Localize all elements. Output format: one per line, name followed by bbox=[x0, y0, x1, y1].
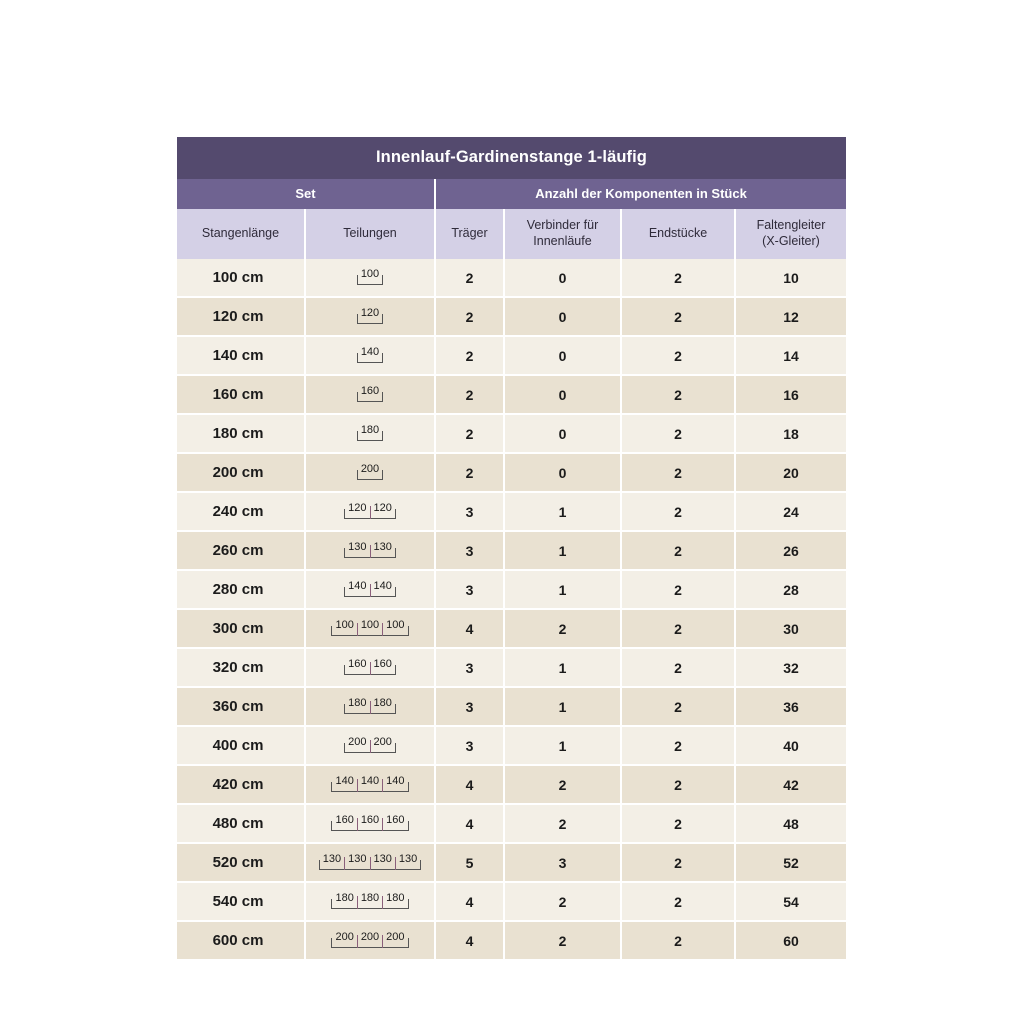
cell-verbinder: 1 bbox=[504, 648, 621, 687]
segment-span bbox=[358, 345, 382, 366]
segment-diagram bbox=[357, 383, 383, 405]
cell-endstuecke: 2 bbox=[621, 765, 735, 804]
cell-traeger: 3 bbox=[435, 726, 504, 765]
segment-label: 200 bbox=[360, 462, 380, 475]
segment-diagram bbox=[344, 500, 396, 522]
cell-faltengleiter: 18 bbox=[735, 414, 846, 453]
table-row bbox=[177, 297, 846, 336]
cell-faltengleiter: 48 bbox=[735, 804, 846, 843]
cell-endstuecke: 2 bbox=[621, 843, 735, 882]
cell-teilungen bbox=[305, 453, 435, 492]
segment-label: 120 bbox=[373, 501, 392, 514]
cell-faltengleiter: 16 bbox=[735, 375, 846, 414]
segment-label: 100 bbox=[360, 267, 380, 280]
cell-verbinder: 1 bbox=[504, 570, 621, 609]
segment-diagram bbox=[357, 461, 383, 483]
segment-label: 200 bbox=[386, 930, 405, 943]
segment-span bbox=[320, 852, 344, 873]
table-row bbox=[177, 531, 846, 570]
cell-stangenlaenge: 180 cm bbox=[177, 414, 305, 453]
cell-stangenlaenge: 100 cm bbox=[177, 259, 305, 297]
column-header-traeger-line1: Träger bbox=[451, 225, 488, 240]
segment-span bbox=[332, 891, 356, 912]
cell-faltengleiter: 60 bbox=[735, 921, 846, 960]
cell-verbinder: 3 bbox=[504, 843, 621, 882]
segment-span bbox=[345, 579, 369, 600]
table-row bbox=[177, 570, 846, 609]
cell-traeger: 2 bbox=[435, 414, 504, 453]
cell-endstuecke: 2 bbox=[621, 804, 735, 843]
segment-label: 180 bbox=[348, 696, 367, 709]
cell-endstuecke: 2 bbox=[621, 726, 735, 765]
segment-span bbox=[383, 774, 407, 795]
segment-label: 140 bbox=[373, 579, 392, 592]
component-table bbox=[177, 137, 846, 961]
segment-span bbox=[358, 267, 382, 288]
segment-span bbox=[371, 657, 395, 678]
cell-faltengleiter: 40 bbox=[735, 726, 846, 765]
column-header-faltengleiter bbox=[735, 209, 846, 259]
cell-faltengleiter: 24 bbox=[735, 492, 846, 531]
segment-end-tick-icon bbox=[408, 821, 409, 831]
segment-label: 130 bbox=[322, 852, 342, 865]
cell-traeger: 4 bbox=[435, 804, 504, 843]
cell-stangenlaenge: 260 cm bbox=[177, 531, 305, 570]
cell-traeger: 2 bbox=[435, 336, 504, 375]
table-title-row bbox=[177, 137, 846, 179]
cell-stangenlaenge: 540 cm bbox=[177, 882, 305, 921]
cell-endstuecke: 2 bbox=[621, 336, 735, 375]
cell-verbinder: 0 bbox=[504, 259, 621, 297]
column-header-traeger bbox=[435, 209, 504, 259]
cell-verbinder: 1 bbox=[504, 531, 621, 570]
cell-faltengleiter: 10 bbox=[735, 259, 846, 297]
cell-stangenlaenge: 320 cm bbox=[177, 648, 305, 687]
cell-verbinder: 2 bbox=[504, 609, 621, 648]
segment-span bbox=[332, 813, 356, 834]
segment-label: 140 bbox=[386, 774, 405, 787]
cell-verbinder: 0 bbox=[504, 414, 621, 453]
segment-label: 120 bbox=[360, 306, 380, 319]
segment-label: 160 bbox=[360, 813, 380, 826]
table-column-header-row bbox=[177, 209, 846, 259]
cell-faltengleiter: 20 bbox=[735, 453, 846, 492]
segment-span bbox=[371, 696, 395, 717]
cell-endstuecke: 2 bbox=[621, 570, 735, 609]
segment-span bbox=[383, 813, 407, 834]
cell-teilungen bbox=[305, 843, 435, 882]
cell-traeger: 3 bbox=[435, 687, 504, 726]
cell-endstuecke: 2 bbox=[621, 375, 735, 414]
cell-endstuecke: 2 bbox=[621, 882, 735, 921]
segment-label: 100 bbox=[386, 618, 405, 631]
segment-end-tick-icon bbox=[395, 548, 396, 558]
table-row bbox=[177, 843, 846, 882]
cell-faltengleiter: 36 bbox=[735, 687, 846, 726]
cell-traeger: 2 bbox=[435, 259, 504, 297]
cell-teilungen bbox=[305, 765, 435, 804]
segment-diagram bbox=[357, 422, 383, 444]
cell-verbinder: 0 bbox=[504, 297, 621, 336]
segment-label: 130 bbox=[398, 852, 418, 865]
cell-verbinder: 0 bbox=[504, 336, 621, 375]
cell-faltengleiter: 14 bbox=[735, 336, 846, 375]
segment-span bbox=[345, 696, 369, 717]
cell-endstuecke: 2 bbox=[621, 648, 735, 687]
cell-teilungen bbox=[305, 726, 435, 765]
segment-label: 100 bbox=[335, 618, 354, 631]
segment-diagram bbox=[357, 266, 383, 288]
segment-label: 140 bbox=[360, 345, 380, 358]
segment-end-tick-icon bbox=[395, 665, 396, 675]
segment-span bbox=[371, 579, 395, 600]
cell-faltengleiter: 42 bbox=[735, 765, 846, 804]
column-header-endstuecke bbox=[621, 209, 735, 259]
segment-end-tick-icon bbox=[408, 938, 409, 948]
segment-span bbox=[345, 540, 369, 561]
segment-span bbox=[332, 774, 356, 795]
cell-endstuecke: 2 bbox=[621, 492, 735, 531]
cell-teilungen bbox=[305, 570, 435, 609]
cell-teilungen bbox=[305, 259, 435, 297]
cell-traeger: 2 bbox=[435, 453, 504, 492]
table-row bbox=[177, 414, 846, 453]
cell-faltengleiter: 52 bbox=[735, 843, 846, 882]
table-row bbox=[177, 336, 846, 375]
segment-end-tick-icon bbox=[382, 470, 383, 480]
segment-diagram bbox=[331, 812, 408, 834]
cell-faltengleiter: 12 bbox=[735, 297, 846, 336]
cell-teilungen bbox=[305, 648, 435, 687]
segment-label: 160 bbox=[386, 813, 405, 826]
segment-span bbox=[371, 735, 395, 756]
cell-teilungen bbox=[305, 492, 435, 531]
segment-end-tick-icon bbox=[408, 782, 409, 792]
table-row bbox=[177, 687, 846, 726]
component-table-card bbox=[177, 137, 846, 961]
cell-traeger: 2 bbox=[435, 375, 504, 414]
cell-stangenlaenge: 200 cm bbox=[177, 453, 305, 492]
column-header-teilungen bbox=[305, 209, 435, 259]
segment-label: 160 bbox=[348, 657, 367, 670]
cell-endstuecke: 2 bbox=[621, 609, 735, 648]
column-header-stangenlaenge-line1: Stangenlänge bbox=[201, 225, 280, 240]
segment-end-tick-icon bbox=[395, 743, 396, 753]
table-title: Innenlauf-Gardinenstange 1-läufig bbox=[177, 137, 846, 179]
cell-traeger: 4 bbox=[435, 921, 504, 960]
segment-diagram bbox=[331, 890, 408, 912]
group-header-components: Anzahl der Komponenten in Stück bbox=[435, 179, 846, 209]
segment-span bbox=[358, 813, 382, 834]
segment-label: 200 bbox=[360, 930, 380, 943]
segment-label: 140 bbox=[360, 774, 380, 787]
segment-end-tick-icon bbox=[382, 314, 383, 324]
table-group-header-row bbox=[177, 179, 846, 209]
segment-span bbox=[358, 384, 382, 405]
segment-diagram bbox=[344, 578, 396, 600]
segment-span bbox=[332, 618, 356, 639]
segment-label: 200 bbox=[335, 930, 354, 943]
cell-stangenlaenge: 140 cm bbox=[177, 336, 305, 375]
cell-teilungen bbox=[305, 921, 435, 960]
table-row bbox=[177, 765, 846, 804]
column-header-faltengleiter-line1: Faltengleiter bbox=[756, 218, 826, 232]
segment-diagram bbox=[357, 305, 383, 327]
column-header-verbinder-line2: Innenläufe bbox=[533, 233, 592, 248]
segment-label: 180 bbox=[335, 891, 354, 904]
segment-label: 120 bbox=[348, 501, 367, 514]
table-row bbox=[177, 804, 846, 843]
table-row bbox=[177, 609, 846, 648]
cell-stangenlaenge: 240 cm bbox=[177, 492, 305, 531]
segment-label: 180 bbox=[360, 891, 380, 904]
cell-teilungen bbox=[305, 375, 435, 414]
segment-span bbox=[358, 618, 382, 639]
segment-label: 200 bbox=[373, 735, 392, 748]
segment-label: 160 bbox=[373, 657, 392, 670]
segment-label: 180 bbox=[373, 696, 392, 709]
segment-label: 130 bbox=[373, 540, 392, 553]
cell-stangenlaenge: 360 cm bbox=[177, 687, 305, 726]
segment-diagram bbox=[331, 929, 408, 951]
table-row bbox=[177, 726, 846, 765]
segment-end-tick-icon bbox=[395, 704, 396, 714]
cell-faltengleiter: 30 bbox=[735, 609, 846, 648]
segment-label: 140 bbox=[335, 774, 354, 787]
cell-endstuecke: 2 bbox=[621, 453, 735, 492]
table-header bbox=[177, 137, 846, 259]
cell-stangenlaenge: 600 cm bbox=[177, 921, 305, 960]
segment-label: 160 bbox=[335, 813, 354, 826]
segment-span bbox=[358, 462, 382, 483]
cell-teilungen bbox=[305, 297, 435, 336]
cell-endstuecke: 2 bbox=[621, 687, 735, 726]
segment-label: 200 bbox=[348, 735, 367, 748]
cell-stangenlaenge: 300 cm bbox=[177, 609, 305, 648]
cell-stangenlaenge: 520 cm bbox=[177, 843, 305, 882]
cell-teilungen bbox=[305, 414, 435, 453]
segment-end-tick-icon bbox=[382, 353, 383, 363]
segment-end-tick-icon bbox=[408, 899, 409, 909]
cell-endstuecke: 2 bbox=[621, 531, 735, 570]
cell-verbinder: 2 bbox=[504, 804, 621, 843]
segment-span bbox=[383, 891, 407, 912]
cell-teilungen bbox=[305, 336, 435, 375]
segment-end-tick-icon bbox=[420, 860, 421, 870]
table-row bbox=[177, 648, 846, 687]
cell-traeger: 4 bbox=[435, 765, 504, 804]
cell-verbinder: 0 bbox=[504, 375, 621, 414]
cell-verbinder: 2 bbox=[504, 921, 621, 960]
cell-faltengleiter: 54 bbox=[735, 882, 846, 921]
segment-span bbox=[358, 891, 382, 912]
cell-traeger: 4 bbox=[435, 609, 504, 648]
cell-verbinder: 1 bbox=[504, 687, 621, 726]
cell-stangenlaenge: 160 cm bbox=[177, 375, 305, 414]
segment-label: 160 bbox=[360, 384, 380, 397]
segment-span bbox=[371, 852, 395, 873]
cell-teilungen bbox=[305, 609, 435, 648]
table-body bbox=[177, 259, 846, 960]
column-header-teilungen-line1: Teilungen bbox=[343, 225, 397, 240]
cell-teilungen bbox=[305, 531, 435, 570]
segment-diagram bbox=[357, 344, 383, 366]
column-header-verbinder bbox=[504, 209, 621, 259]
segment-diagram bbox=[331, 773, 408, 795]
segment-end-tick-icon bbox=[395, 587, 396, 597]
cell-teilungen bbox=[305, 804, 435, 843]
cell-verbinder: 1 bbox=[504, 726, 621, 765]
segment-span bbox=[345, 501, 369, 522]
cell-traeger: 3 bbox=[435, 531, 504, 570]
segment-span bbox=[383, 930, 407, 951]
segment-span bbox=[358, 774, 382, 795]
cell-traeger: 2 bbox=[435, 297, 504, 336]
cell-stangenlaenge: 420 cm bbox=[177, 765, 305, 804]
segment-label: 180 bbox=[360, 423, 380, 436]
segment-span bbox=[358, 423, 382, 444]
segment-label: 180 bbox=[386, 891, 405, 904]
segment-span bbox=[345, 657, 369, 678]
column-header-faltengleiter-line2: (X-Gleiter) bbox=[762, 233, 820, 248]
cell-traeger: 4 bbox=[435, 882, 504, 921]
segment-diagram bbox=[344, 539, 396, 561]
cell-faltengleiter: 28 bbox=[735, 570, 846, 609]
group-header-set: Set bbox=[177, 179, 435, 209]
segment-span bbox=[358, 306, 382, 327]
segment-diagram bbox=[344, 656, 396, 678]
cell-traeger: 3 bbox=[435, 492, 504, 531]
column-header-stangenlaenge bbox=[177, 209, 305, 259]
cell-traeger: 3 bbox=[435, 570, 504, 609]
segment-end-tick-icon bbox=[395, 509, 396, 519]
cell-endstuecke: 2 bbox=[621, 921, 735, 960]
segment-label: 140 bbox=[348, 579, 367, 592]
cell-endstuecke: 2 bbox=[621, 414, 735, 453]
cell-verbinder: 0 bbox=[504, 453, 621, 492]
segment-label: 130 bbox=[373, 852, 392, 865]
segment-span bbox=[345, 735, 369, 756]
cell-stangenlaenge: 280 cm bbox=[177, 570, 305, 609]
table-row bbox=[177, 453, 846, 492]
table-row bbox=[177, 921, 846, 960]
column-header-verbinder-line1: Verbinder für bbox=[526, 218, 599, 232]
segment-end-tick-icon bbox=[382, 392, 383, 402]
column-header-endstuecke-line1: Endstücke bbox=[648, 225, 708, 240]
cell-traeger: 3 bbox=[435, 648, 504, 687]
segment-diagram bbox=[319, 851, 421, 873]
cell-stangenlaenge: 120 cm bbox=[177, 297, 305, 336]
cell-endstuecke: 2 bbox=[621, 297, 735, 336]
segment-end-tick-icon bbox=[382, 275, 383, 285]
cell-verbinder: 2 bbox=[504, 882, 621, 921]
table-row bbox=[177, 492, 846, 531]
cell-traeger: 5 bbox=[435, 843, 504, 882]
cell-stangenlaenge: 480 cm bbox=[177, 804, 305, 843]
cell-teilungen bbox=[305, 882, 435, 921]
segment-diagram bbox=[344, 695, 396, 717]
segment-label: 100 bbox=[360, 618, 380, 631]
segment-span bbox=[371, 540, 395, 561]
segment-span bbox=[396, 852, 420, 873]
cell-faltengleiter: 26 bbox=[735, 531, 846, 570]
segment-span bbox=[332, 930, 356, 951]
segment-end-tick-icon bbox=[382, 431, 383, 441]
cell-faltengleiter: 32 bbox=[735, 648, 846, 687]
cell-verbinder: 1 bbox=[504, 492, 621, 531]
cell-stangenlaenge: 400 cm bbox=[177, 726, 305, 765]
segment-span bbox=[345, 852, 369, 873]
segment-diagram bbox=[331, 617, 408, 639]
segment-span bbox=[358, 930, 382, 951]
segment-label: 130 bbox=[348, 852, 367, 865]
table-row bbox=[177, 259, 846, 297]
segment-label: 130 bbox=[348, 540, 367, 553]
table-row bbox=[177, 882, 846, 921]
segment-diagram bbox=[344, 734, 396, 756]
cell-endstuecke: 2 bbox=[621, 259, 735, 297]
cell-verbinder: 2 bbox=[504, 765, 621, 804]
table-row bbox=[177, 375, 846, 414]
cell-teilungen bbox=[305, 687, 435, 726]
segment-span bbox=[371, 501, 395, 522]
segment-end-tick-icon bbox=[408, 626, 409, 636]
segment-span bbox=[383, 618, 407, 639]
